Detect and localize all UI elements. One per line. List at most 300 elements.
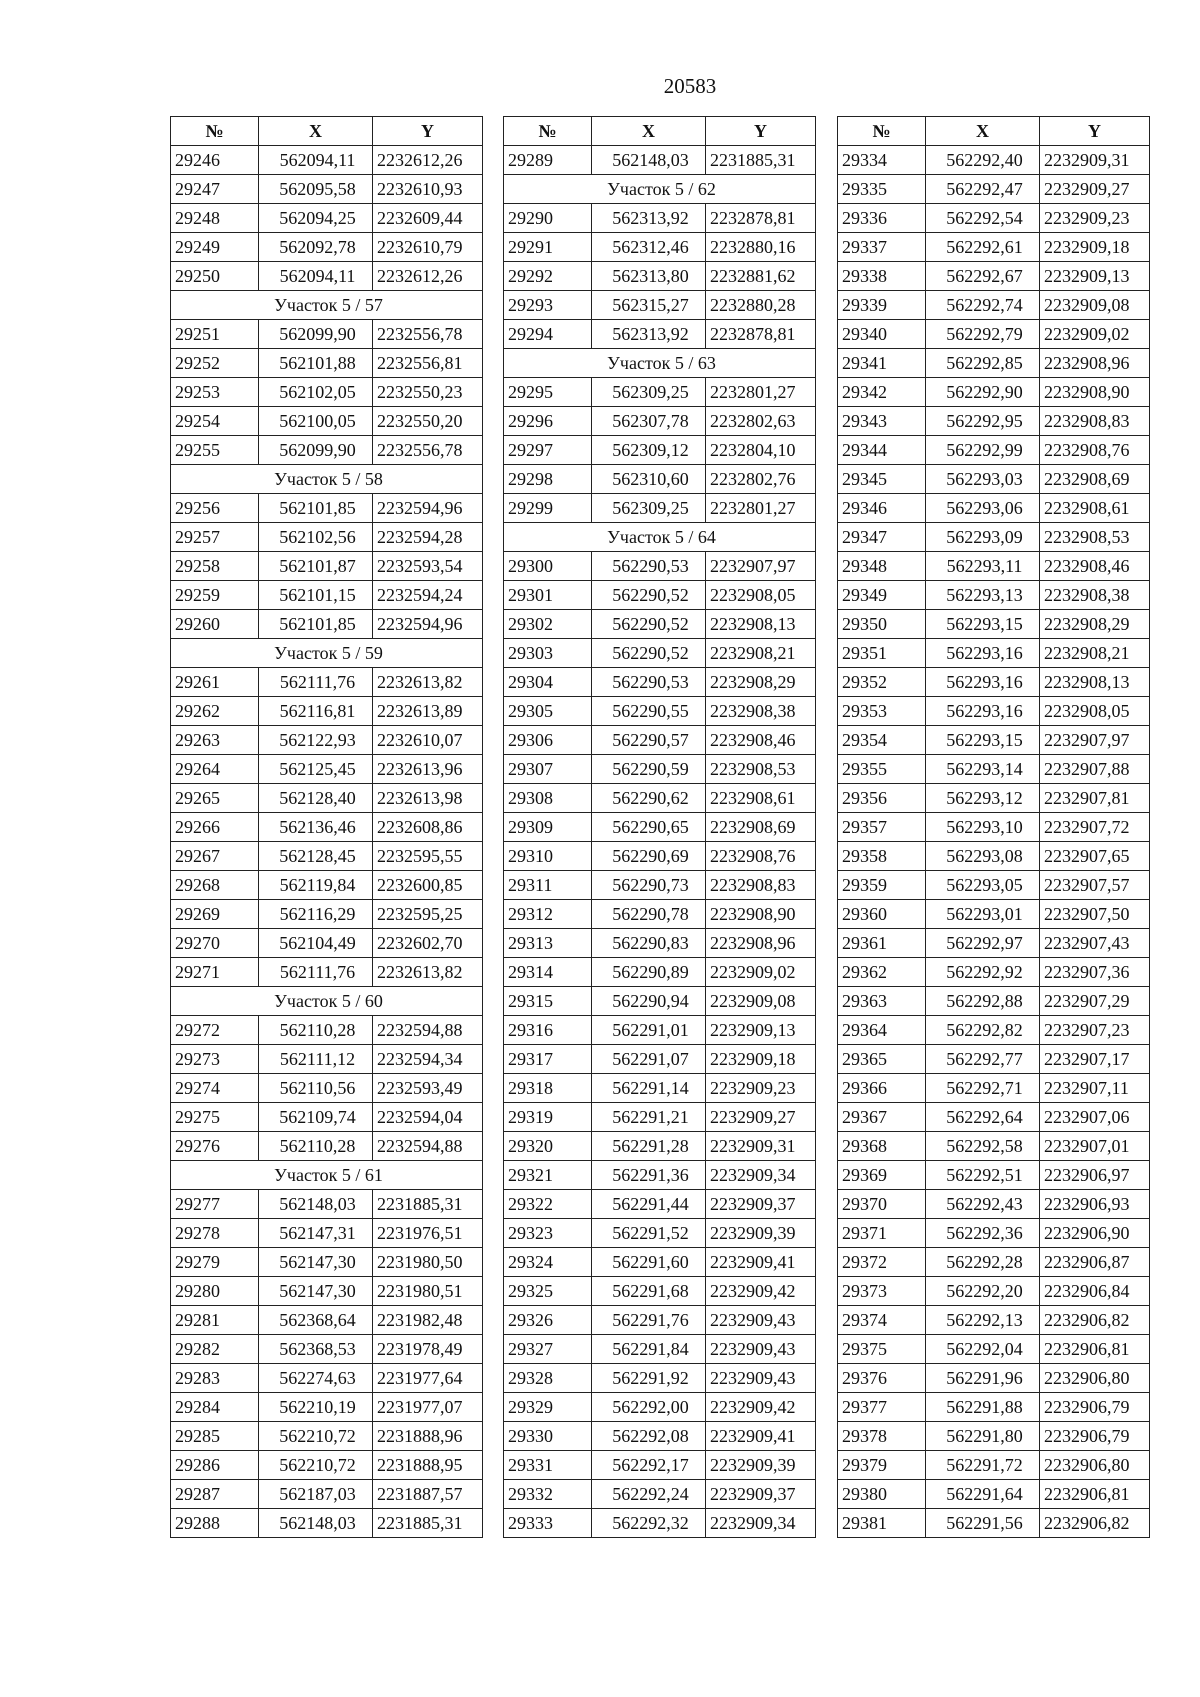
header-number: № [504, 117, 592, 146]
section-label: Участок 5 / 63 [504, 349, 816, 378]
table-row [838, 842, 1150, 871]
point-number: 29378 [838, 1422, 926, 1451]
point-number: 29355 [838, 755, 926, 784]
y-coordinate: 2232908,53 [706, 755, 816, 784]
y-coordinate: 2232906,84 [1040, 1277, 1150, 1306]
point-number: 29288 [171, 1509, 259, 1538]
point-number: 29291 [504, 233, 592, 262]
y-coordinate: 2232907,36 [1040, 958, 1150, 987]
y-coordinate: 2232907,23 [1040, 1016, 1150, 1045]
y-coordinate: 2232906,90 [1040, 1219, 1150, 1248]
y-coordinate: 2231982,48 [373, 1306, 483, 1335]
x-coordinate: 562111,12 [259, 1045, 373, 1074]
x-coordinate: 562292,17 [592, 1451, 706, 1480]
point-number: 29375 [838, 1335, 926, 1364]
y-coordinate: 2232612,26 [373, 262, 483, 291]
x-coordinate: 562291,64 [926, 1480, 1040, 1509]
x-coordinate: 562312,46 [592, 233, 706, 262]
x-coordinate: 562292,95 [926, 407, 1040, 436]
table-row [504, 1393, 816, 1422]
point-number: 29256 [171, 494, 259, 523]
point-number: 29272 [171, 1016, 259, 1045]
table-row [504, 378, 816, 407]
y-coordinate: 2232610,07 [373, 726, 483, 755]
point-number: 29251 [171, 320, 259, 349]
point-number: 29271 [171, 958, 259, 987]
table-row [838, 958, 1150, 987]
point-number: 29328 [504, 1364, 592, 1393]
point-number: 29333 [504, 1509, 592, 1538]
y-coordinate: 2232906,87 [1040, 1248, 1150, 1277]
section-label: Участок 5 / 60 [171, 987, 483, 1016]
table-row [171, 262, 483, 291]
section-row [171, 987, 483, 1016]
point-number: 29255 [171, 436, 259, 465]
x-coordinate: 562292,43 [926, 1190, 1040, 1219]
y-coordinate: 2232907,88 [1040, 755, 1150, 784]
point-number: 29276 [171, 1132, 259, 1161]
table-row [504, 1509, 816, 1538]
point-number: 29295 [504, 378, 592, 407]
x-coordinate: 562136,46 [259, 813, 373, 842]
table-row [504, 1364, 816, 1393]
table-row [171, 1364, 483, 1393]
x-coordinate: 562293,16 [926, 639, 1040, 668]
table-row [504, 1132, 816, 1161]
point-number: 29300 [504, 552, 592, 581]
table-row [504, 1161, 816, 1190]
x-coordinate: 562291,14 [592, 1074, 706, 1103]
table-row [838, 1277, 1150, 1306]
x-coordinate: 562111,76 [259, 668, 373, 697]
x-coordinate: 562101,85 [259, 610, 373, 639]
point-number: 29366 [838, 1074, 926, 1103]
table-row [838, 1016, 1150, 1045]
y-coordinate: 2232907,06 [1040, 1103, 1150, 1132]
point-number: 29253 [171, 378, 259, 407]
point-number: 29315 [504, 987, 592, 1016]
table-row [838, 523, 1150, 552]
x-coordinate: 562291,28 [592, 1132, 706, 1161]
x-coordinate: 562290,78 [592, 900, 706, 929]
x-coordinate: 562293,12 [926, 784, 1040, 813]
x-coordinate: 562290,59 [592, 755, 706, 784]
x-coordinate: 562292,54 [926, 204, 1040, 233]
table-row [838, 610, 1150, 639]
table-row [504, 204, 816, 233]
table-row [171, 1451, 483, 1480]
x-coordinate: 562293,10 [926, 813, 1040, 842]
y-coordinate: 2232906,82 [1040, 1306, 1150, 1335]
x-coordinate: 562290,89 [592, 958, 706, 987]
table-row [171, 146, 483, 175]
y-coordinate: 2232908,13 [1040, 668, 1150, 697]
point-number: 29306 [504, 726, 592, 755]
y-coordinate: 2232909,39 [706, 1219, 816, 1248]
x-coordinate: 562291,68 [592, 1277, 706, 1306]
point-number: 29265 [171, 784, 259, 813]
point-number: 29327 [504, 1335, 592, 1364]
table-row [171, 204, 483, 233]
y-coordinate: 2232880,28 [706, 291, 816, 320]
y-coordinate: 2232908,90 [1040, 378, 1150, 407]
y-coordinate: 2232908,96 [706, 929, 816, 958]
table-row [838, 291, 1150, 320]
x-coordinate: 562101,87 [259, 552, 373, 581]
x-coordinate: 562293,03 [926, 465, 1040, 494]
point-number: 29264 [171, 755, 259, 784]
x-coordinate: 562290,53 [592, 552, 706, 581]
table-row [504, 291, 816, 320]
y-coordinate: 2232594,24 [373, 581, 483, 610]
table-row [171, 1045, 483, 1074]
y-coordinate: 2232804,10 [706, 436, 816, 465]
y-coordinate: 2232906,81 [1040, 1335, 1150, 1364]
table-row [838, 1480, 1150, 1509]
y-coordinate: 2232908,46 [706, 726, 816, 755]
y-coordinate: 2232906,82 [1040, 1509, 1150, 1538]
point-number: 29294 [504, 320, 592, 349]
point-number: 29290 [504, 204, 592, 233]
table-row [838, 262, 1150, 291]
y-coordinate: 2232550,20 [373, 407, 483, 436]
table-row [838, 784, 1150, 813]
point-number: 29285 [171, 1422, 259, 1451]
table-row [838, 1248, 1150, 1277]
y-coordinate: 2232602,70 [373, 929, 483, 958]
x-coordinate: 562147,30 [259, 1248, 373, 1277]
point-number: 29320 [504, 1132, 592, 1161]
table-row [171, 726, 483, 755]
table-row [838, 581, 1150, 610]
point-number: 29347 [838, 523, 926, 552]
x-coordinate: 562292,85 [926, 349, 1040, 378]
y-coordinate: 2232594,96 [373, 494, 483, 523]
point-number: 29269 [171, 900, 259, 929]
x-coordinate: 562128,40 [259, 784, 373, 813]
y-coordinate: 2232600,85 [373, 871, 483, 900]
point-number: 29361 [838, 929, 926, 958]
x-coordinate: 562187,03 [259, 1480, 373, 1509]
table-row [838, 1422, 1150, 1451]
y-coordinate: 2232907,81 [1040, 784, 1150, 813]
y-coordinate: 2232878,81 [706, 320, 816, 349]
y-coordinate: 2232909,23 [1040, 204, 1150, 233]
point-number: 29249 [171, 233, 259, 262]
table-row [504, 581, 816, 610]
x-coordinate: 562110,28 [259, 1016, 373, 1045]
x-coordinate: 562293,01 [926, 900, 1040, 929]
point-number: 29353 [838, 697, 926, 726]
x-coordinate: 562099,90 [259, 320, 373, 349]
table-row [171, 436, 483, 465]
x-coordinate: 562101,85 [259, 494, 373, 523]
x-coordinate: 562291,60 [592, 1248, 706, 1277]
coordinates-table-2 [503, 116, 816, 1538]
table-row [504, 494, 816, 523]
table-row [504, 784, 816, 813]
point-number: 29296 [504, 407, 592, 436]
x-coordinate: 562148,03 [259, 1509, 373, 1538]
table-row [504, 929, 816, 958]
table-row [171, 871, 483, 900]
table-row [838, 436, 1150, 465]
point-number: 29279 [171, 1248, 259, 1277]
table-row [504, 1103, 816, 1132]
x-coordinate: 562292,90 [926, 378, 1040, 407]
header-x: X [259, 117, 373, 146]
x-coordinate: 562291,52 [592, 1219, 706, 1248]
x-coordinate: 562290,57 [592, 726, 706, 755]
table-row [838, 146, 1150, 175]
table-row [504, 1277, 816, 1306]
table-row [171, 842, 483, 871]
section-row [171, 639, 483, 668]
y-coordinate: 2232909,41 [706, 1422, 816, 1451]
table-row [838, 465, 1150, 494]
point-number: 29342 [838, 378, 926, 407]
x-coordinate: 562310,60 [592, 465, 706, 494]
table-row [838, 1306, 1150, 1335]
table-row [171, 1103, 483, 1132]
x-coordinate: 562292,00 [592, 1393, 706, 1422]
point-number: 29260 [171, 610, 259, 639]
point-number: 29330 [504, 1422, 592, 1451]
x-coordinate: 562292,28 [926, 1248, 1040, 1277]
x-coordinate: 562292,51 [926, 1161, 1040, 1190]
point-number: 29337 [838, 233, 926, 262]
y-coordinate: 2232556,78 [373, 436, 483, 465]
table-row [504, 320, 816, 349]
x-coordinate: 562290,94 [592, 987, 706, 1016]
x-coordinate: 562147,30 [259, 1277, 373, 1306]
x-coordinate: 562292,36 [926, 1219, 1040, 1248]
y-coordinate: 2232908,38 [1040, 581, 1150, 610]
point-number: 29321 [504, 1161, 592, 1190]
x-coordinate: 562125,45 [259, 755, 373, 784]
table-row [171, 1422, 483, 1451]
table-row [504, 639, 816, 668]
point-number: 29273 [171, 1045, 259, 1074]
x-coordinate: 562291,96 [926, 1364, 1040, 1393]
point-number: 29341 [838, 349, 926, 378]
x-coordinate: 562292,67 [926, 262, 1040, 291]
x-coordinate: 562210,72 [259, 1422, 373, 1451]
y-coordinate: 2232909,02 [706, 958, 816, 987]
table-row [171, 1306, 483, 1335]
point-number: 29374 [838, 1306, 926, 1335]
point-number: 29338 [838, 262, 926, 291]
point-number: 29376 [838, 1364, 926, 1393]
x-coordinate: 562290,62 [592, 784, 706, 813]
point-number: 29326 [504, 1306, 592, 1335]
point-number: 29363 [838, 987, 926, 1016]
table-row [504, 1248, 816, 1277]
y-coordinate: 2231976,51 [373, 1219, 483, 1248]
y-coordinate: 2232906,80 [1040, 1364, 1150, 1393]
table-row [171, 378, 483, 407]
y-coordinate: 2232908,69 [706, 813, 816, 842]
x-coordinate: 562293,08 [926, 842, 1040, 871]
section-row [171, 465, 483, 494]
x-coordinate: 562291,44 [592, 1190, 706, 1219]
y-coordinate: 2232609,44 [373, 204, 483, 233]
table-row [838, 175, 1150, 204]
y-coordinate: 2232909,42 [706, 1277, 816, 1306]
section-label: Участок 5 / 62 [504, 175, 816, 204]
x-coordinate: 562307,78 [592, 407, 706, 436]
header-number: № [838, 117, 926, 146]
point-number: 29280 [171, 1277, 259, 1306]
table-row [838, 639, 1150, 668]
point-number: 29270 [171, 929, 259, 958]
y-coordinate: 2232594,96 [373, 610, 483, 639]
table-row [838, 552, 1150, 581]
table-row [838, 813, 1150, 842]
point-number: 29282 [171, 1335, 259, 1364]
point-number: 29292 [504, 262, 592, 291]
x-coordinate: 562116,29 [259, 900, 373, 929]
y-coordinate: 2231980,50 [373, 1248, 483, 1277]
y-coordinate: 2232909,27 [706, 1103, 816, 1132]
point-number: 29362 [838, 958, 926, 987]
table-row [504, 668, 816, 697]
point-number: 29373 [838, 1277, 926, 1306]
point-number: 29332 [504, 1480, 592, 1509]
table-row [171, 697, 483, 726]
y-coordinate: 2232909,23 [706, 1074, 816, 1103]
x-coordinate: 562309,25 [592, 494, 706, 523]
point-number: 29346 [838, 494, 926, 523]
point-number: 29312 [504, 900, 592, 929]
section-row [504, 349, 816, 378]
y-coordinate: 2232593,49 [373, 1074, 483, 1103]
x-coordinate: 562313,92 [592, 204, 706, 233]
x-coordinate: 562210,72 [259, 1451, 373, 1480]
x-coordinate: 562290,83 [592, 929, 706, 958]
point-number: 29351 [838, 639, 926, 668]
point-number: 29261 [171, 668, 259, 697]
point-number: 29311 [504, 871, 592, 900]
y-coordinate: 2231885,31 [373, 1509, 483, 1538]
x-coordinate: 562292,08 [592, 1422, 706, 1451]
coordinates-table-1 [170, 116, 483, 1538]
table-row [171, 610, 483, 639]
y-coordinate: 2232909,08 [706, 987, 816, 1016]
y-coordinate: 2232908,83 [706, 871, 816, 900]
table-row [171, 1190, 483, 1219]
y-coordinate: 2232595,55 [373, 842, 483, 871]
y-coordinate: 2232907,43 [1040, 929, 1150, 958]
section-label: Участок 5 / 59 [171, 639, 483, 668]
table-row [171, 1074, 483, 1103]
y-coordinate: 2232908,90 [706, 900, 816, 929]
table-row [838, 1393, 1150, 1422]
y-coordinate: 2232909,27 [1040, 175, 1150, 204]
point-number: 29313 [504, 929, 592, 958]
table-row [171, 1277, 483, 1306]
table-row [838, 204, 1150, 233]
point-number: 29286 [171, 1451, 259, 1480]
x-coordinate: 562094,11 [259, 262, 373, 291]
y-coordinate: 2232909,37 [706, 1480, 816, 1509]
x-coordinate: 562290,73 [592, 871, 706, 900]
table-row [838, 494, 1150, 523]
table-row [171, 349, 483, 378]
x-coordinate: 562210,19 [259, 1393, 373, 1422]
x-coordinate: 562293,09 [926, 523, 1040, 552]
x-coordinate: 562291,72 [926, 1451, 1040, 1480]
x-coordinate: 562292,64 [926, 1103, 1040, 1132]
y-coordinate: 2232613,82 [373, 668, 483, 697]
table-row [838, 987, 1150, 1016]
point-number: 29257 [171, 523, 259, 552]
y-coordinate: 2232909,39 [706, 1451, 816, 1480]
point-number: 29263 [171, 726, 259, 755]
table-row [171, 1509, 483, 1538]
y-coordinate: 2232906,79 [1040, 1393, 1150, 1422]
y-coordinate: 2232906,93 [1040, 1190, 1150, 1219]
y-coordinate: 2231977,64 [373, 1364, 483, 1393]
table-row [504, 726, 816, 755]
table-row [171, 233, 483, 262]
point-number: 29283 [171, 1364, 259, 1393]
x-coordinate: 562292,74 [926, 291, 1040, 320]
x-coordinate: 562315,27 [592, 291, 706, 320]
point-number: 29380 [838, 1480, 926, 1509]
table-row [504, 697, 816, 726]
y-coordinate: 2232613,89 [373, 697, 483, 726]
table-row [504, 842, 816, 871]
point-number: 29274 [171, 1074, 259, 1103]
y-coordinate: 2232907,72 [1040, 813, 1150, 842]
x-coordinate: 562092,78 [259, 233, 373, 262]
table-row [504, 900, 816, 929]
y-coordinate: 2232881,62 [706, 262, 816, 291]
point-number: 29319 [504, 1103, 592, 1132]
x-coordinate: 562291,21 [592, 1103, 706, 1132]
x-coordinate: 562291,01 [592, 1016, 706, 1045]
y-coordinate: 2232909,42 [706, 1393, 816, 1422]
point-number: 29314 [504, 958, 592, 987]
table-row [171, 1335, 483, 1364]
point-number: 29275 [171, 1103, 259, 1132]
point-number: 29340 [838, 320, 926, 349]
y-coordinate: 2232594,88 [373, 1132, 483, 1161]
point-number: 29284 [171, 1393, 259, 1422]
y-coordinate: 2232909,34 [706, 1161, 816, 1190]
section-label: Участок 5 / 57 [171, 291, 483, 320]
y-coordinate: 2232908,21 [1040, 639, 1150, 668]
x-coordinate: 562291,88 [926, 1393, 1040, 1422]
table-row [504, 1016, 816, 1045]
x-coordinate: 562293,15 [926, 610, 1040, 639]
table-row [504, 1480, 816, 1509]
x-coordinate: 562292,79 [926, 320, 1040, 349]
table-row [838, 1074, 1150, 1103]
x-coordinate: 562110,56 [259, 1074, 373, 1103]
x-coordinate: 562292,24 [592, 1480, 706, 1509]
y-coordinate: 2232550,23 [373, 378, 483, 407]
table-row [171, 900, 483, 929]
y-coordinate: 2232613,82 [373, 958, 483, 987]
y-coordinate: 2232802,63 [706, 407, 816, 436]
header-y: Y [706, 117, 816, 146]
table-row [838, 320, 1150, 349]
point-number: 29287 [171, 1480, 259, 1509]
y-coordinate: 2232908,61 [1040, 494, 1150, 523]
x-coordinate: 562099,90 [259, 436, 373, 465]
